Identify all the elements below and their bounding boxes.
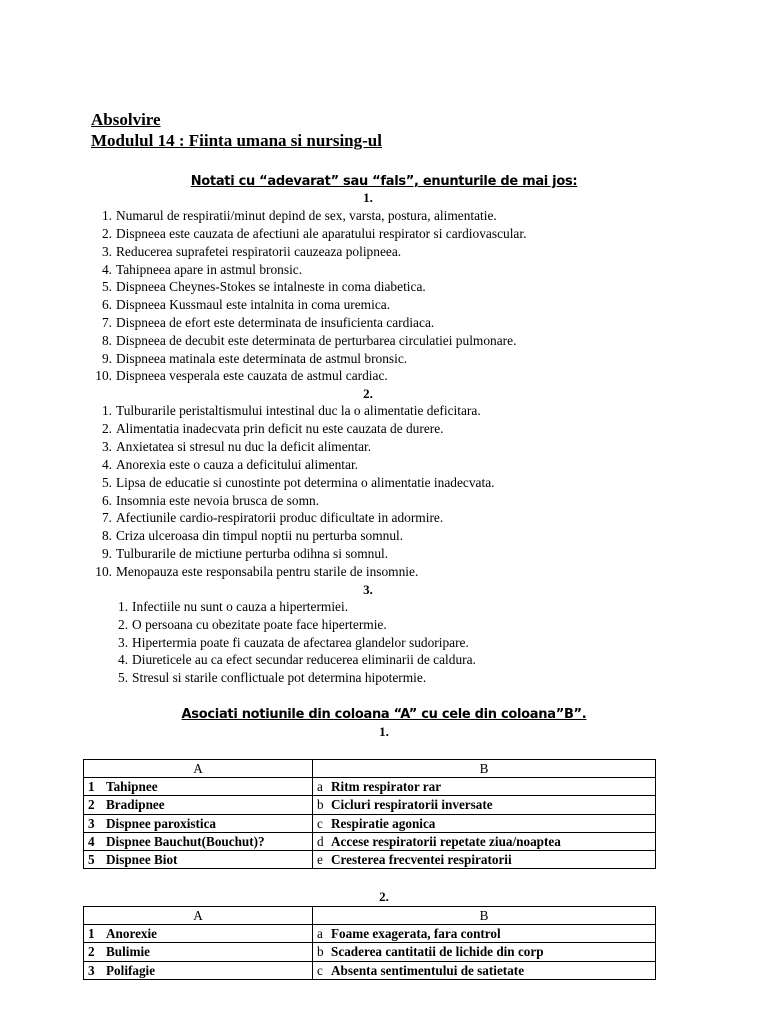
item-text: Afectiunile cardio-respiratorii produc dificultate in adormire.	[116, 510, 444, 525]
item-number: 2.	[101, 421, 112, 436]
list-item	[92, 314, 434, 332]
item-text: Alimentatia inadecvata prin deficit nu este cauzata de durere.	[116, 421, 444, 436]
item-text: Stresul si starile conflictuale pot determina hipotermie.	[132, 670, 427, 685]
row-letter: a	[317, 926, 323, 942]
item-number: 1.	[101, 208, 112, 223]
list-item	[92, 261, 302, 279]
item-text: Dispneea de decubit este determinata de perturbarea circulatiei pulmonare.	[116, 333, 517, 348]
row-letter: c	[317, 815, 323, 831]
item-number: 7.	[101, 315, 112, 330]
definition: Absenta sentimentului de satietate	[331, 962, 525, 978]
module-title: Modulul 14 : Fiinta umana si nursing-ul	[91, 131, 382, 150]
list-item	[92, 350, 407, 368]
item-number: 4.	[101, 262, 112, 277]
item-text: Tulburarile de mictiune perturba odihna si somnul.	[116, 546, 389, 561]
cell-a	[84, 961, 313, 979]
item-text: Diureticele au ca efect secundar reducerea eliminarii de caldura.	[132, 652, 476, 667]
list-item	[118, 598, 348, 616]
cell-a	[84, 850, 313, 868]
association-table-2	[83, 906, 656, 980]
item-number: 4.	[118, 652, 129, 667]
list-item	[118, 669, 426, 687]
definition: Accese respiratorii repetate ziua/noaptea	[331, 833, 561, 849]
item-text: Hipertermia poate fi cauzata de afectarea glandelor sudoripare.	[132, 635, 469, 650]
item-text: Dispneea este cauzata de afectiuni ale aparatului respirator si cardiovascular.	[116, 226, 527, 241]
item-number: 10.	[95, 368, 112, 383]
table-row	[84, 778, 656, 796]
column-b-header: B	[313, 907, 656, 925]
item-number: 6.	[101, 493, 112, 508]
cell-a	[84, 925, 313, 943]
row-letter: b	[317, 797, 324, 813]
table-label: 1.	[379, 724, 389, 739]
list-item	[92, 402, 481, 420]
term: Dispnee Bauchut(Bouchut)?	[106, 833, 265, 849]
table-row	[84, 961, 656, 979]
list-item	[118, 634, 469, 652]
row-letter: b	[317, 944, 324, 960]
row-number: 3	[88, 815, 95, 831]
section-label: 3.	[363, 582, 373, 597]
item-text: Dispneea Kussmaul este intalnita in coma uremica.	[116, 297, 391, 312]
association-instruction: Asociati notiunile din coloana “A” cu cele din coloana”B”.	[181, 707, 587, 722]
definition: Cicluri respiratorii inversate	[331, 797, 493, 813]
section-label: 2.	[363, 386, 373, 401]
cell-b	[313, 796, 656, 814]
item-text: Dispneea matinala este determinata de astmul bronsic.	[116, 351, 408, 366]
column-b-header: B	[313, 760, 656, 778]
item-number: 5.	[101, 279, 112, 294]
item-text: Numarul de respiratii/minut depind de sex, varsta, postura, alimentatie.	[116, 208, 497, 223]
row-letter: e	[317, 852, 323, 868]
item-text: Anxietatea si stresul nu duc la deficit alimentar.	[116, 439, 372, 454]
item-number: 4.	[101, 457, 112, 472]
row-letter: c	[317, 962, 323, 978]
item-text: Lipsa de educatie si cunostinte pot determina o alimentatie inadecvata.	[116, 475, 495, 490]
row-letter: a	[317, 779, 323, 795]
cell-b	[313, 832, 656, 850]
row-number: 1	[88, 926, 95, 942]
cell-a	[84, 796, 313, 814]
term: Bradipnee	[106, 797, 165, 813]
table-row	[84, 925, 656, 943]
row-letter: d	[317, 833, 324, 849]
item-number: 1.	[118, 599, 129, 614]
row-number: 3	[88, 962, 95, 978]
list-item	[92, 474, 495, 492]
item-number: 3.	[101, 244, 112, 259]
document-title: Absolvire	[91, 110, 161, 129]
list-item	[92, 527, 403, 545]
cell-b	[313, 814, 656, 832]
term: Anorexie	[106, 926, 158, 942]
item-number: 3.	[118, 635, 129, 650]
cell-b	[313, 943, 656, 961]
table-header-row	[84, 760, 656, 778]
item-number: 1.	[101, 403, 112, 418]
item-text: Dispneea de efort este determinata de insuficienta cardiaca.	[116, 315, 435, 330]
item-number: 9.	[101, 546, 112, 561]
item-number: 2.	[118, 617, 129, 632]
cell-a	[84, 943, 313, 961]
term: Bulimie	[106, 944, 150, 960]
item-number: 2.	[101, 226, 112, 241]
term: Tahipnee	[106, 779, 158, 795]
term: Dispnee paroxistica	[106, 815, 217, 831]
table-label: 2.	[379, 889, 389, 904]
item-number: 8.	[101, 333, 112, 348]
item-number: 10.	[95, 564, 112, 579]
item-number: 6.	[101, 297, 112, 312]
definition: Ritm respirator rar	[331, 779, 442, 795]
table-header-row	[84, 907, 656, 925]
item-text: Infectiile nu sunt o cauza a hipertermiei.	[132, 599, 349, 614]
list-item	[92, 243, 401, 261]
definition: Respiratie agonica	[331, 815, 436, 831]
item-number: 5.	[101, 475, 112, 490]
list-item	[118, 616, 387, 634]
definition: Scaderea cantitatii de lichide din corp	[331, 944, 544, 960]
list-item	[92, 438, 371, 456]
table-row	[84, 814, 656, 832]
item-number: 8.	[101, 528, 112, 543]
list-item	[92, 492, 319, 510]
item-text: Dispneea vesperala este cauzata de astmul cardiac.	[116, 368, 388, 383]
list-item	[118, 651, 476, 669]
table-row	[84, 850, 656, 868]
list-item	[92, 225, 526, 243]
cell-b	[313, 778, 656, 796]
item-number: 9.	[101, 351, 112, 366]
cell-b	[313, 850, 656, 868]
list-item	[92, 545, 388, 563]
row-number: 2	[88, 797, 95, 813]
item-number: 3.	[101, 439, 112, 454]
list-item	[92, 207, 497, 225]
item-text: Tahipneea apare in astmul bronsic.	[116, 262, 303, 277]
item-number: 5.	[118, 670, 129, 685]
association-table-1	[83, 759, 656, 869]
list-item	[92, 563, 418, 581]
cell-b	[313, 925, 656, 943]
list-item	[92, 456, 358, 474]
list-item	[92, 509, 443, 527]
row-number: 4	[88, 833, 95, 849]
table-row	[84, 796, 656, 814]
definition: Foame exagerata, fara control	[331, 926, 501, 942]
item-text: Anorexia este o cauza a deficitului alimentar.	[116, 457, 359, 472]
term: Polifagie	[106, 962, 156, 978]
item-number: 7.	[101, 510, 112, 525]
item-text: Dispneea Cheynes-Stokes se intalneste in coma diabetica.	[116, 279, 426, 294]
table-row	[84, 943, 656, 961]
true-false-instruction: Notati cu “adevarat” sau “fals”, enunturile de mai jos:	[190, 174, 578, 189]
definition: Cresterea frecventei respiratorii	[331, 852, 512, 868]
list-item	[92, 278, 426, 296]
table-row	[84, 832, 656, 850]
section-label: 1.	[363, 190, 373, 205]
cell-a	[84, 832, 313, 850]
item-text: Insomnia este nevoia brusca de somn.	[116, 493, 320, 508]
item-text: Menopauza este responsabila pentru starile de insomnie.	[116, 564, 419, 579]
term: Dispnee Biot	[106, 852, 178, 868]
cell-a	[84, 778, 313, 796]
column-a-header: A	[84, 907, 313, 925]
row-number: 2	[88, 944, 95, 960]
item-text: O persoana cu obezitate poate face hipertermie.	[132, 617, 387, 632]
item-text: Criza ulceroasa din timpul noptii nu perturba somnul.	[116, 528, 404, 543]
list-item	[92, 367, 388, 385]
item-text: Tulburarile peristaltismului intestinal duc la o alimentatie deficitara.	[116, 403, 481, 418]
list-item	[92, 296, 390, 314]
row-number: 5	[88, 852, 95, 868]
list-item	[92, 332, 516, 350]
row-number: 1	[88, 779, 95, 795]
list-item	[92, 420, 444, 438]
item-text: Reducerea suprafetei respiratorii cauzeaza polipneea.	[116, 244, 402, 259]
column-a-header: A	[84, 760, 313, 778]
cell-b	[313, 961, 656, 979]
cell-a	[84, 814, 313, 832]
